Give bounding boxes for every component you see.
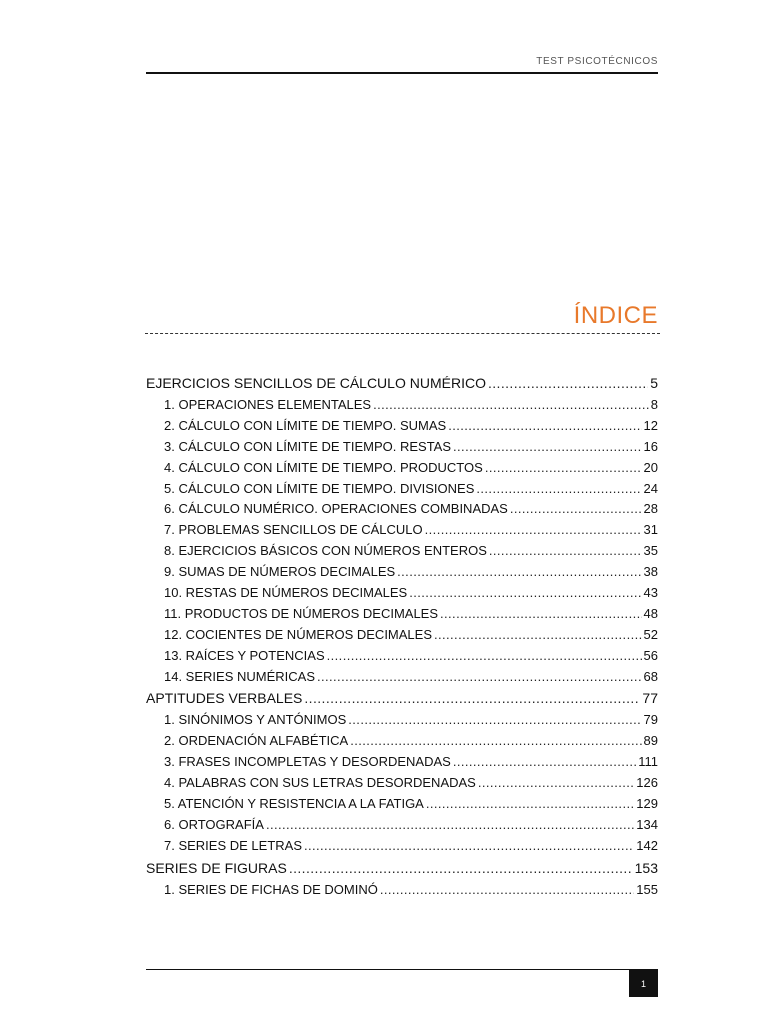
toc-entry-label: 11. PRODUCTOS DE NÚMEROS DECIMALES: [164, 605, 439, 621]
toc-entry[interactable]: [146, 499, 658, 520]
toc-page-number: 31: [643, 522, 658, 538]
toc-page-number: 43: [643, 585, 658, 601]
toc-page-number: 153: [634, 859, 658, 876]
toc-entry-label: 3. CÁLCULO CON LÍMITE DE TIEMPO. RESTAS: [164, 438, 452, 454]
toc-page-number: 126: [636, 775, 658, 791]
toc-entry-label: 2. ORDENACIÓN ALFABÉTICA: [164, 733, 349, 749]
toc-entry-label: 7. SERIES DE LETRAS: [164, 837, 302, 853]
toc-page-number: 134: [636, 816, 658, 832]
dot-leader: [304, 687, 640, 710]
dot-leader: [485, 458, 642, 479]
toc-entry-label: 1. SERIES DE FICHAS DE DOMINÓ: [164, 881, 378, 897]
dot-leader: [350, 731, 641, 752]
page-number: 1: [640, 978, 646, 989]
toc-entry[interactable]: [146, 794, 658, 815]
toc-entry[interactable]: [146, 667, 658, 688]
dot-leader: [510, 499, 642, 520]
dot-leader: [327, 646, 642, 667]
toc-entry[interactable]: [146, 416, 658, 437]
title-rule: [145, 333, 660, 334]
toc-page-number: 155: [636, 881, 658, 897]
dot-leader: [478, 773, 634, 794]
toc-page-number: 56: [643, 647, 658, 663]
toc-entry-label: 1. OPERACIONES ELEMENTALES: [164, 397, 372, 412]
toc-page-number: 48: [643, 605, 658, 621]
header-rule: [146, 72, 658, 74]
toc-entry[interactable]: [146, 541, 658, 562]
dot-leader: [425, 520, 642, 541]
toc-entry[interactable]: [146, 437, 658, 458]
dot-leader: [380, 880, 634, 901]
dot-leader: [304, 836, 634, 857]
dot-leader: [488, 372, 648, 395]
toc-entry[interactable]: [146, 836, 658, 857]
toc-page-number: 142: [636, 837, 658, 853]
dot-leader: [348, 710, 641, 731]
dot-leader: [440, 604, 642, 625]
dot-leader: [453, 437, 642, 458]
toc-page-number: 8: [650, 397, 658, 412]
toc-entry[interactable]: [146, 625, 658, 646]
toc-entry[interactable]: [146, 880, 658, 901]
dot-leader: [397, 562, 641, 583]
toc-entry-label: 5. CÁLCULO CON LÍMITE DE TIEMPO. DIVISIONES: [164, 480, 475, 496]
toc-entry[interactable]: [146, 395, 658, 416]
dot-leader: [266, 815, 634, 836]
toc-entry[interactable]: [146, 562, 658, 583]
toc-entry[interactable]: [146, 731, 658, 752]
toc-entry-label: 10. RESTAS DE NÚMEROS DECIMALES: [164, 585, 408, 601]
toc-entry[interactable]: [146, 604, 658, 625]
toc-entry-label: SERIES DE FIGURAS: [146, 859, 287, 876]
dot-leader: [409, 583, 641, 604]
toc-entry-label: 12. COCIENTES DE NÚMEROS DECIMALES: [164, 626, 432, 642]
toc-section[interactable]: [146, 372, 658, 395]
toc-entry[interactable]: [146, 520, 658, 541]
toc-page-number: 24: [643, 480, 658, 496]
toc-page-number: 52: [643, 626, 658, 642]
dot-leader: [489, 541, 642, 562]
toc-page-number: 68: [643, 668, 658, 684]
toc-entry-label: 5. ATENCIÓN Y RESISTENCIA A LA FATIGA: [164, 796, 424, 812]
dot-leader: [453, 752, 636, 773]
toc-page-number: 12: [643, 417, 658, 433]
toc-entry-label: 1. SINÓNIMOS Y ANTÓNIMOS: [164, 712, 347, 728]
page-number-box: [629, 970, 658, 997]
toc-entry[interactable]: [146, 710, 658, 731]
toc-entry-label: 6. ORTOGRAFÍA: [164, 816, 264, 832]
toc-entry-label: 14. SERIES NUMÉRICAS: [164, 668, 315, 684]
toc-entry[interactable]: [146, 479, 658, 500]
toc-entry-label: 4. PALABRAS CON SUS LETRAS DESORDENADAS: [164, 775, 476, 791]
toc-entry-label: 3. FRASES INCOMPLETAS Y DESORDENADAS: [164, 754, 451, 770]
toc-page-number: 35: [643, 543, 658, 559]
toc-entry-label: APTITUDES VERBALES: [146, 690, 303, 707]
toc-page-number: 5: [650, 375, 658, 391]
footer-rule: [146, 969, 658, 970]
dot-leader: [317, 667, 642, 688]
toc-entry[interactable]: [146, 458, 658, 479]
toc-page-number: 77: [642, 690, 658, 707]
toc-page-number: 28: [643, 501, 658, 517]
toc-page-number: 79: [643, 712, 658, 728]
toc-entry[interactable]: [146, 583, 658, 604]
toc-entry[interactable]: [146, 752, 658, 773]
dot-leader: [448, 416, 641, 437]
dot-leader: [289, 857, 633, 880]
table-of-contents: [146, 372, 658, 901]
toc-page-number: 16: [643, 438, 658, 454]
toc-section[interactable]: [146, 687, 658, 710]
toc-entry-label: 2. CÁLCULO CON LÍMITE DE TIEMPO. SUMAS: [164, 417, 447, 433]
toc-entry-label: EJERCICIOS SENCILLOS DE CÁLCULO NUMÉRICO: [146, 375, 486, 391]
toc-entry-label: 8. EJERCICIOS BÁSICOS CON NÚMEROS ENTEROS: [164, 543, 487, 559]
toc-entry-label: 6. CÁLCULO NUMÉRICO. OPERACIONES COMBINADAS: [164, 501, 508, 517]
toc-section[interactable]: [146, 857, 658, 880]
toc-entry-label: 7. PROBLEMAS SENCILLOS DE CÁLCULO: [164, 522, 423, 538]
page-title: ÍNDICE: [573, 302, 658, 329]
toc-page-number: 89: [643, 733, 658, 749]
toc-entry[interactable]: [146, 773, 658, 794]
toc-page-number: 38: [643, 564, 658, 580]
dot-leader: [476, 479, 641, 500]
toc-entry-label: 4. CÁLCULO CON LÍMITE DE TIEMPO. PRODUCTOS: [164, 459, 483, 475]
dot-leader: [434, 625, 642, 646]
toc-entry[interactable]: [146, 646, 658, 667]
dot-leader: [373, 395, 649, 416]
toc-page-number: 20: [643, 459, 658, 475]
dot-leader: [426, 794, 634, 815]
toc-page-number: 111: [638, 754, 658, 770]
toc-entry-label: 9. SUMAS DE NÚMEROS DECIMALES: [164, 564, 396, 580]
toc-entry-label: 13. RAÍCES Y POTENCIAS: [164, 647, 325, 663]
toc-entry[interactable]: [146, 815, 658, 836]
running-header: TEST PSICOTÉCNICOS: [536, 56, 658, 67]
toc-page-number: 129: [636, 796, 658, 812]
